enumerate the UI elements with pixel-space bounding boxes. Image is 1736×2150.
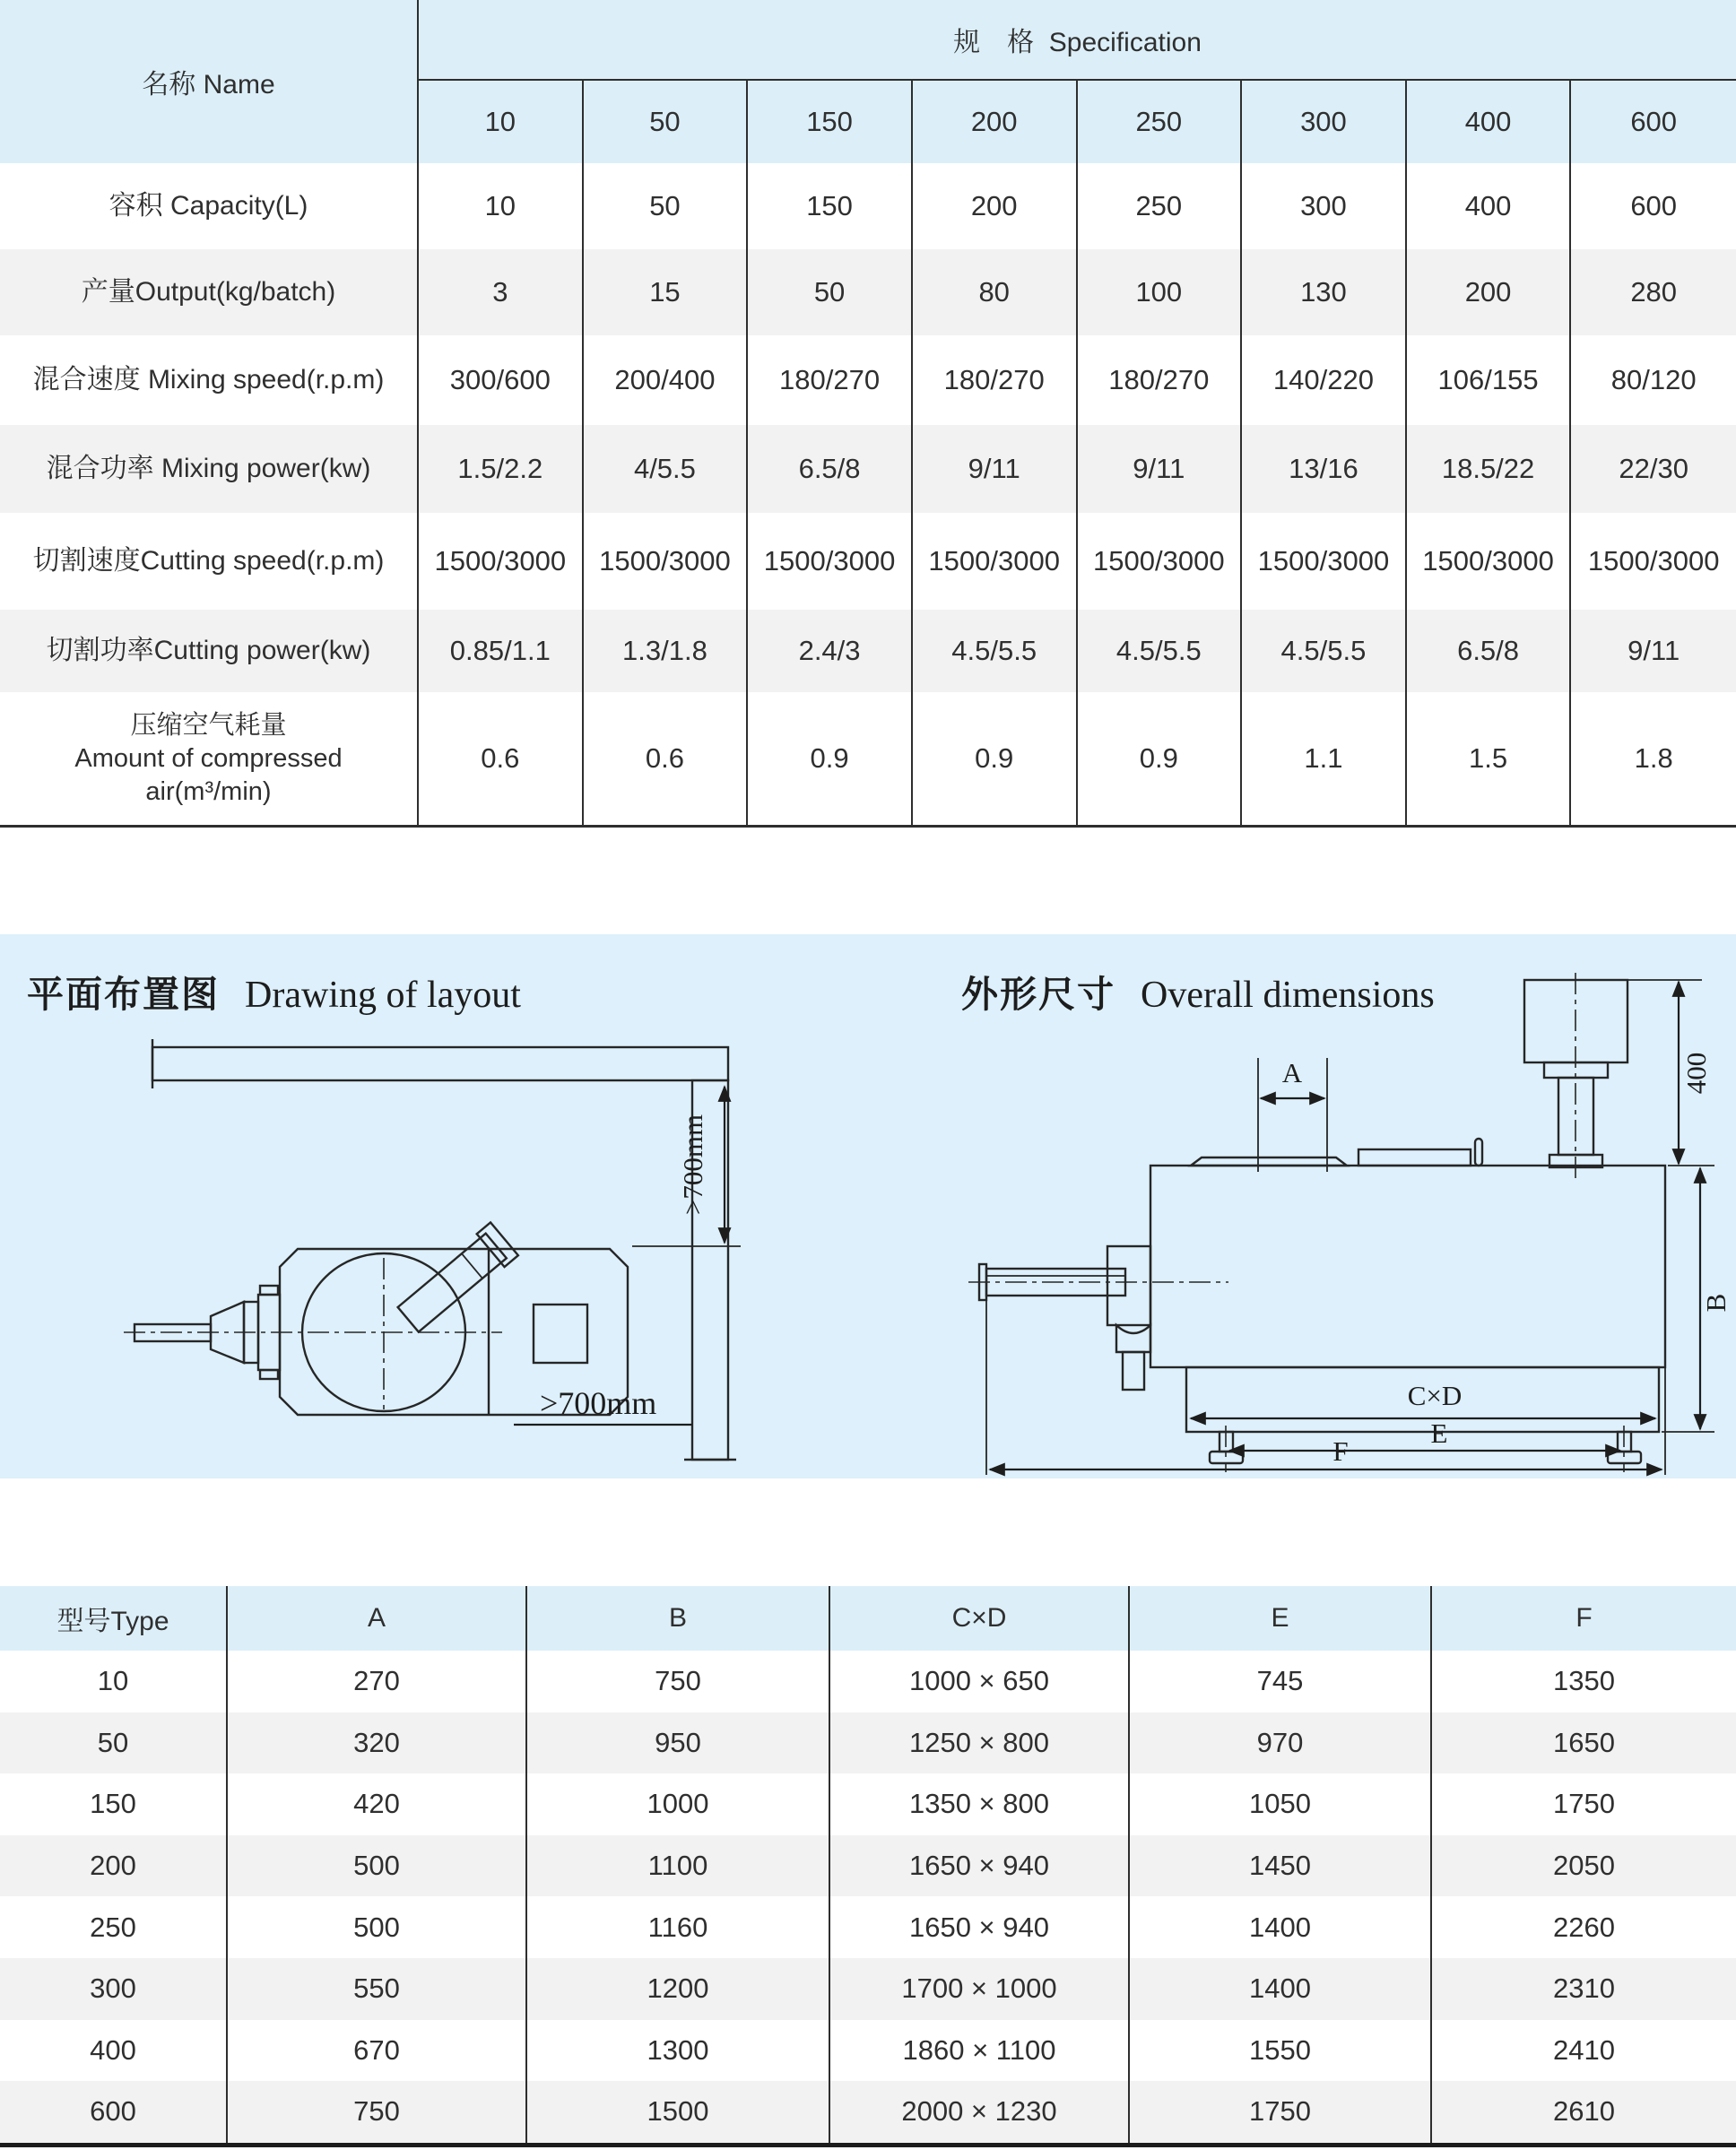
cell: 2.4/3 — [748, 610, 913, 692]
cell: 4.5/5.5 — [1242, 610, 1407, 692]
dimension-table-header — [0, 1586, 1736, 1651]
table-row-mixing-power — [0, 425, 1736, 513]
layout-drawing — [81, 1000, 789, 1470]
table-row-compressed-air — [0, 692, 1736, 825]
cell: 1300 — [527, 2020, 830, 2082]
table-row-output — [0, 249, 1736, 335]
table-row — [0, 2081, 1736, 2143]
dim-label-e: E — [1430, 1417, 1448, 1449]
cell: 18.5/22 — [1407, 425, 1572, 513]
cell: 300/600 — [419, 335, 584, 425]
cell: 180/270 — [913, 335, 1078, 425]
cell: 1500/3000 — [1078, 513, 1243, 610]
cell: 1550 — [1130, 2020, 1432, 2082]
cell: 150 — [748, 163, 913, 249]
cell: 250 — [1078, 163, 1243, 249]
cell: 1500/3000 — [584, 513, 749, 610]
cell: 950 — [527, 1712, 830, 1774]
cell: 80 — [913, 249, 1078, 335]
col-header-e: E — [1130, 1586, 1432, 1651]
cell: 1500/3000 — [1242, 513, 1407, 610]
top-pin — [1475, 1139, 1482, 1166]
table-row-capacity — [0, 163, 1736, 249]
cell: 1400 — [1130, 1958, 1432, 2020]
cell: 970 — [1130, 1712, 1432, 1774]
cell: 300 — [0, 1958, 228, 2020]
cell: 500 — [228, 1835, 527, 1897]
cell: 10 — [0, 1651, 228, 1712]
cell: 0.9 — [913, 692, 1078, 825]
row-label — [0, 692, 419, 825]
cell: 1650 — [1553, 1726, 1615, 1758]
specification-table — [0, 0, 1736, 828]
wall-top — [152, 1047, 728, 1080]
air-label-zh: 压缩空气耗量 — [130, 710, 287, 740]
top-lid — [1358, 1149, 1471, 1166]
cell: 1.3/1.8 — [584, 610, 749, 692]
table-row — [0, 1896, 1736, 1958]
cell: 50 — [0, 1712, 228, 1774]
cell: 9/11 — [1628, 635, 1680, 666]
discharge-chute — [395, 1222, 518, 1336]
cell: 106/155 — [1407, 335, 1572, 425]
cell: 1500 — [527, 2081, 830, 2143]
dim-label-cxd: C×D — [1407, 1380, 1463, 1411]
cell: 1500/3000 — [419, 513, 584, 610]
col-header-b: B — [527, 1586, 830, 1651]
row-label: 容积 Capacity(L) — [0, 163, 419, 249]
dims-title-en: Overall dimensions — [1141, 975, 1435, 1016]
col-header-f: F — [1432, 1586, 1736, 1651]
cell: 0.9 — [1078, 692, 1243, 825]
col-header-cxd: C×D — [830, 1586, 1130, 1651]
cell: 4/5.5 — [584, 425, 749, 513]
cell: 1750 — [1130, 2081, 1432, 2143]
cell: 200/400 — [584, 335, 749, 425]
cell: 4.5/5.5 — [913, 610, 1078, 692]
layout-title-zh: 平面布置图 — [27, 974, 220, 1015]
cell: 1.1 — [1242, 692, 1407, 825]
cell: 1450 — [1130, 1835, 1432, 1897]
dim-label-400: 400 — [1680, 1052, 1712, 1095]
cell: 80/120 — [1610, 364, 1697, 395]
cell: 140/220 — [1242, 335, 1407, 425]
cell: 22/30 — [1619, 453, 1688, 484]
gearbox-foot — [1123, 1352, 1144, 1390]
cell: 180/270 — [748, 335, 913, 425]
cell: 1000 — [527, 1773, 830, 1835]
dim-label-a: A — [1281, 1057, 1303, 1088]
spec-column-header: 300 — [1242, 81, 1407, 163]
cell: 100 — [1078, 249, 1243, 335]
layout-title-en: Drawing of layout — [245, 975, 521, 1016]
spec-header-cell: 规 格 Specification — [419, 0, 1736, 81]
cell: 13/16 — [1242, 425, 1407, 513]
cell: 1350 — [1553, 1665, 1615, 1697]
cell: 750 — [228, 2081, 527, 2143]
top-cover — [1191, 1157, 1347, 1166]
dimension-table — [0, 1586, 1736, 2147]
cell: 6.5/8 — [1407, 610, 1572, 692]
row-label: 混合功率 Mixing power(kw) — [0, 425, 419, 513]
cell: 400 — [1407, 163, 1572, 249]
cell: 200 — [0, 1835, 228, 1897]
cell: 2410 — [1553, 2033, 1615, 2066]
cell: 50 — [584, 163, 749, 249]
spec-table-header — [0, 0, 1736, 163]
spec-column-header: 200 — [913, 81, 1078, 163]
cell: 600 — [1630, 190, 1678, 221]
cell: 1100 — [527, 1835, 830, 1897]
spec-column-header: 250 — [1078, 81, 1243, 163]
cell: 2610 — [1553, 2095, 1615, 2128]
cell: 150 — [0, 1773, 228, 1835]
vertical-clearance-label: >700mm — [677, 1114, 708, 1216]
cell: 420 — [228, 1773, 527, 1835]
cell: 180/270 — [1078, 335, 1243, 425]
cell: 1200 — [527, 1958, 830, 2020]
cell: 9/11 — [1078, 425, 1243, 513]
cell: 500 — [228, 1896, 527, 1958]
cell: 1650 × 940 — [830, 1896, 1130, 1958]
table-row-mixing-speed — [0, 335, 1736, 425]
cell: 1860 × 1100 — [830, 2020, 1130, 2082]
cell: 6.5/8 — [748, 425, 913, 513]
cell: 9/11 — [913, 425, 1078, 513]
cell: 670 — [228, 2020, 527, 2082]
cell: 250 — [0, 1896, 228, 1958]
cell: 1000 × 650 — [830, 1651, 1130, 1712]
cell: 1500/3000 — [748, 513, 913, 610]
cell: 2260 — [1553, 1911, 1615, 1943]
cell: 300 — [1242, 163, 1407, 249]
row-label: 产量Output(kg/batch) — [0, 249, 419, 335]
cell: 1.8 — [1634, 742, 1673, 774]
cell: 1500/3000 — [913, 513, 1078, 610]
cell: 1700 × 1000 — [830, 1958, 1130, 2020]
dims-title-zh: 外形尺寸 — [961, 974, 1115, 1015]
cell: 1400 — [1130, 1896, 1432, 1958]
machine-body-side — [1150, 1166, 1665, 1367]
bottom-clearance-label: >700mm — [540, 1385, 657, 1421]
cell: 0.6 — [584, 692, 749, 825]
row-label: 切割功率Cutting power(kw) — [0, 610, 419, 692]
cell: 600 — [0, 2081, 228, 2143]
table-row — [0, 1651, 1736, 1712]
cell: 50 — [748, 249, 913, 335]
cell: 0.9 — [748, 692, 913, 825]
cell: 400 — [0, 2020, 228, 2082]
name-header-cell: 名称 Name — [0, 0, 419, 163]
spec-column-header: 50 — [584, 81, 749, 163]
gearbox-bracket — [1116, 1325, 1150, 1352]
spec-column-header: 150 — [748, 81, 913, 163]
cell: 1050 — [1130, 1773, 1432, 1835]
cell: 1.5/2.2 — [419, 425, 584, 513]
cell: 130 — [1242, 249, 1407, 335]
table-row — [0, 1835, 1736, 1897]
control-box — [534, 1305, 587, 1363]
cell: 320 — [228, 1712, 527, 1774]
cell: 2050 — [1553, 1850, 1615, 1882]
table-row-cutting-power — [0, 610, 1736, 692]
cell: 1500/3000 — [1587, 545, 1720, 577]
cell: 2310 — [1553, 1972, 1615, 2005]
cell: 1650 × 940 — [830, 1835, 1130, 1897]
spec-column-header: 400 — [1407, 81, 1572, 163]
cell: 745 — [1130, 1651, 1432, 1712]
table-row — [0, 2020, 1736, 2082]
cell: 1250 × 800 — [830, 1712, 1130, 1774]
gearbox — [1107, 1246, 1150, 1325]
table-row-cutting-speed — [0, 513, 1736, 610]
table-row — [0, 1712, 1736, 1774]
dim-label-f: F — [1332, 1435, 1349, 1467]
cell: 750 — [527, 1651, 830, 1712]
air-label-en1: Amount of compressed — [74, 743, 343, 773]
cell: 1.5 — [1407, 692, 1572, 825]
row-label: 切割速度Cutting speed(r.p.m) — [0, 513, 419, 610]
cell: 280 — [1630, 276, 1678, 308]
cell: 0.6 — [419, 692, 584, 825]
cell: 1500/3000 — [1407, 513, 1572, 610]
cell: 4.5/5.5 — [1078, 610, 1243, 692]
drawings-panel — [0, 934, 1736, 1478]
col-header-type: 型号Type — [0, 1586, 228, 1651]
spec-column-header: 10 — [419, 81, 584, 163]
spec-column-header: 600 — [1571, 81, 1736, 163]
cell: 2000 × 1230 — [830, 2081, 1130, 2143]
dim-label-b: B — [1700, 1293, 1732, 1313]
col-header-a: A — [228, 1586, 527, 1651]
cell: 15 — [584, 249, 749, 335]
row-label: 混合速度 Mixing speed(r.p.m) — [0, 335, 419, 425]
air-label-en2: air(m³/min) — [145, 776, 272, 806]
cell: 1160 — [527, 1896, 830, 1958]
flange-nub-top — [260, 1286, 278, 1295]
cell: 10 — [419, 163, 584, 249]
cell: 3 — [419, 249, 584, 335]
cell: 270 — [228, 1651, 527, 1712]
cell: 1350 × 800 — [830, 1773, 1130, 1835]
table-row — [0, 1773, 1736, 1835]
cell: 200 — [913, 163, 1078, 249]
cell: 1750 — [1553, 1788, 1615, 1820]
cell: 550 — [228, 1958, 527, 2020]
cell: 200 — [1407, 249, 1572, 335]
cell: 0.85/1.1 — [419, 610, 584, 692]
flange-nub-bottom — [260, 1370, 278, 1379]
overall-dimensions-drawing — [933, 973, 1736, 1478]
table-row — [0, 1958, 1736, 2020]
